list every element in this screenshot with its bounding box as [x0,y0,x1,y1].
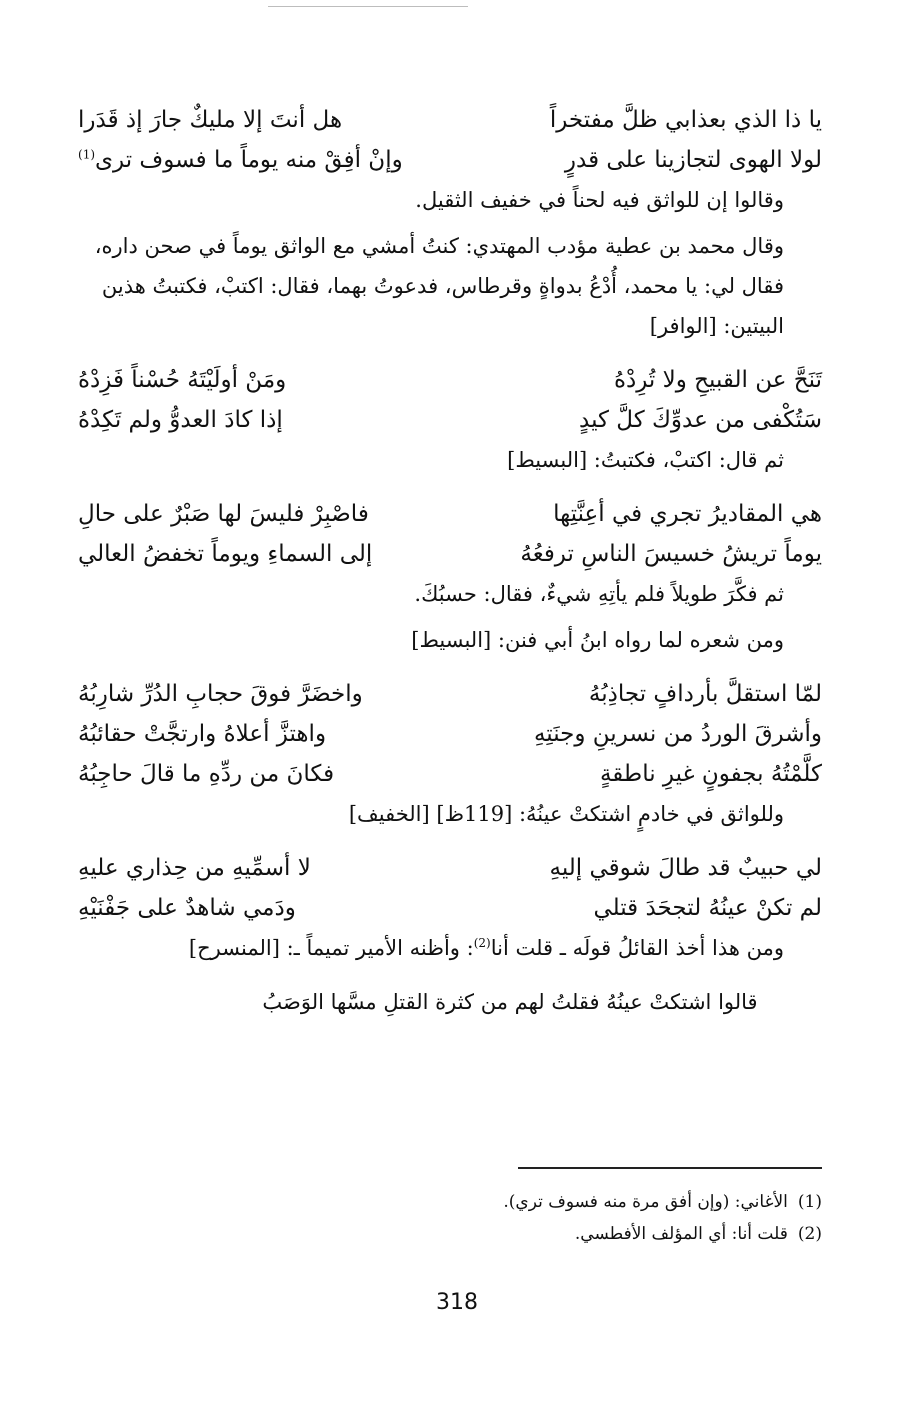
paragraph: وقالوا إن للواثق فيه لحناً في خفيف الثقيل. [415,188,784,212]
verse-text: وإنْ أفِقْ منه يوماً ما فسوف ترى [95,147,403,173]
verse-right-hemistich: يوماً تريشُ خسيسَ الناسِ ترفعُهُ [520,541,822,567]
verse-line [78,140,822,180]
paragraph-text: : وأظنه الأمير تميماً ـ: [المنسرح] [188,936,474,960]
footnote-rule [518,1167,822,1169]
verse-left-hemistich: واهتزَّ أعلاهُ وارتجَّتْ حقائبُهُ [78,721,327,747]
footnote-marker[interactable]: (1) [78,147,96,162]
top-rule [268,6,468,7]
single-verse: قالوا اشتكتْ عينُهُ فقلتُ لهم من كثرة القتلِ مسَّها الوَصَبُ [262,990,758,1014]
verse-line [78,848,822,888]
verse-left-hemistich: لا أسمِّيهِ من حِذاري عليهِ [78,855,311,881]
paragraph [78,928,822,968]
footnote-marker[interactable]: (2) [473,936,491,950]
verse-right-hemistich: سَتُكْفى من عدوِّكَ كلَّ كيدٍ [579,407,822,433]
verse-left-hemistich: إلى السماءِ ويوماً تخفضُ العالي [78,541,373,567]
footnotes [122,1186,822,1250]
verse-line [78,534,822,574]
verse-left-hemistich: إذا كادَ العدوُّ ولم تَكِدْهُ [78,407,283,433]
verse-right-hemistich: كلَّمْتُهُ بجفونٍ غيرِ ناطقةٍ [599,761,822,787]
footnote-item [122,1186,822,1218]
paragraph: ثم قال: اكتبْ، فكتبتُ: [البسيط] [507,448,784,472]
verse-left-hemistich: ومَنْ أولَيْتَهُ حُسْناً فَزِدْهُ [78,367,287,393]
verse-line [78,674,822,714]
verse-line [78,400,822,440]
verse-left-hemistich: ودَمي شاهدٌ على جَفْنَيْهِ [78,895,296,921]
paragraph: ومن شعره لما رواه ابنُ أبي فنن: [البسيط] [411,628,784,652]
page-number: 318 [436,1290,478,1315]
verse-line [78,888,822,928]
verse-line [78,754,822,794]
verse-left-hemistich: واخضَرَّ فوقَ حجابِ الدُرِّ شارِبُهُ [78,681,363,707]
verse-left-hemistich: هل أنتَ إلا مليكٌ جارَ إذ قَدَرا [78,107,343,133]
verse-right-hemistich: يا ذا الذي بعذابي ظلَّ مفتخراً [549,107,822,133]
verse-right-hemistich: وأشرقَ الوردُ من نسرينِ وجنَتِهِ [533,721,822,747]
footnote-item [122,1218,822,1250]
footnote-number: (1) [797,1192,822,1212]
verse-right-hemistich: لمّا استقلَّ بأردافٍ تجاذِبُهُ [588,681,822,707]
verse-line [78,714,822,754]
verse-right-hemistich: تَنَحَّ عن القبيحِ ولا تُرِدْهُ [613,367,822,393]
paragraph: وقال محمد بن عطية مؤدب المهتدي: كنتُ أمشي مع الواثق يوماً في صحن داره، فقال لي: يا محمد، أُدْعُ بدواةٍ وقرطاس، فدعوتُ بهما، فقال: اكتبْ، فكتبتُ هذين البيتين: [الوافر] [94,234,784,338]
verse-left-hemistich: فكانَ من ردِّهِ ما قالَ حاجِبُهُ [78,761,335,787]
verse-line [78,494,822,534]
main-text [78,100,822,1022]
footnote-text: قلت أنا: أي المؤلف الأفطسي. [574,1224,788,1244]
paragraph: ثم فكَّرَ طويلاً فلم يأتِهِ شيءٌ، فقال: حسبُكَ. [414,582,784,606]
paragraph-text: ومن هذا أخذ القائلُ قولَه ـ قلت أنا [490,936,784,960]
verse-right-hemistich: لم تكنْ عينُهُ لتجحَدَ قتلي [593,895,822,921]
footnote-number: (2) [797,1224,822,1244]
paragraph: وللواثق في خادمٍ اشتكتْ عينُهُ: [119ظ] [الخفيف] [348,802,784,826]
verse-line [78,360,822,400]
footnote-text: الأغاني: (وإن أفق مرة منه فسوف تري). [503,1192,788,1212]
verse-right-hemistich: هي المقاديرُ تجري في أعِنَّتِها [553,501,822,527]
verse-right-hemistich: لولا الهوى لتجازينا على قدرٍ [564,147,822,173]
verse-left-hemistich [78,140,403,180]
verse-line [78,100,822,140]
verse-left-hemistich: فاصْبِرْ فليسَ لها صَبْرٌ على حالِ [78,501,369,527]
verse-right-hemistich: لي حبيبٌ قد طالَ شوقي إليهِ [549,855,822,881]
